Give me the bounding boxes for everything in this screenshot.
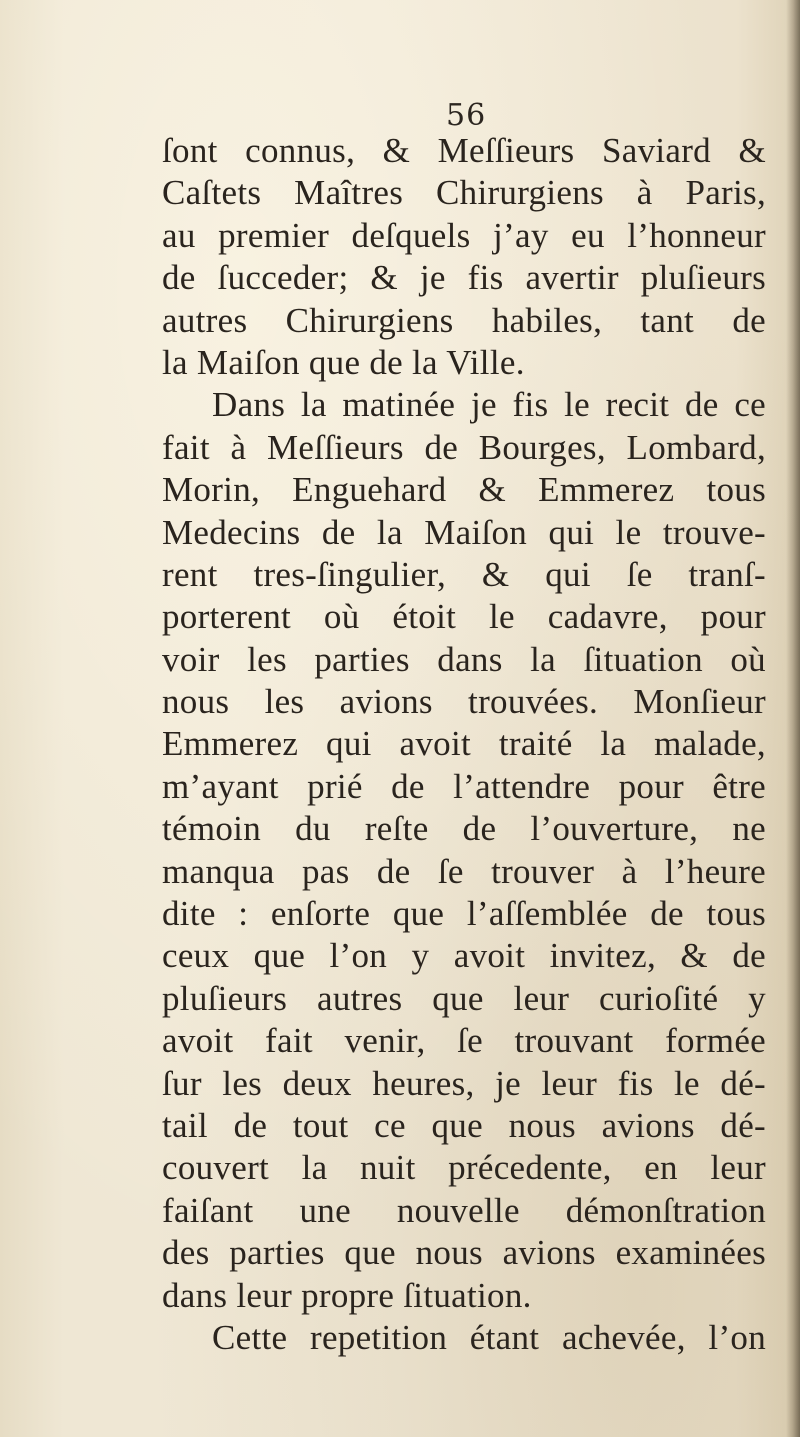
text-line: au premier deſquels j’ay eu l’honneur bbox=[162, 215, 766, 255]
text-line: Caſtets Maîtres Chirurgiens à Paris, bbox=[162, 173, 766, 213]
text-line: rent tres-ſingulier, & qui ſe tranſ- bbox=[162, 554, 766, 594]
text-line: autres Chirurgiens habiles, tant de bbox=[162, 300, 766, 340]
text-line: m’ayant prié de l’attendre pour être bbox=[162, 766, 766, 806]
body-text bbox=[162, 130, 766, 1359]
text-line: faiſant une nouvelle démonſtration bbox=[162, 1190, 766, 1230]
text-line: Medecins de la Maiſon qui le trouve- bbox=[162, 512, 766, 552]
text-line: Cette repetition étant achevée, l’on bbox=[212, 1317, 766, 1357]
text-line: manqua pas de ſe trouver à l’heure bbox=[162, 851, 766, 891]
text-line: témoin du reſte de l’ouverture, ne bbox=[162, 809, 766, 849]
text-line: Dans la matinée je fis le recit de ce bbox=[212, 385, 766, 425]
text-line: des parties que nous avions examinées bbox=[162, 1233, 766, 1273]
text-line: ſur les deux heures, je leur fis le dé- bbox=[162, 1063, 766, 1103]
text-line: avoit fait venir, ſe trouvant formée bbox=[162, 1021, 766, 1061]
text-line: fait à Meſſieurs de Bourges, Lombard, bbox=[162, 427, 766, 467]
text-line: dite : enſorte que l’aſſemblée de tous bbox=[162, 894, 766, 934]
text-line: tail de tout ce que nous avions dé- bbox=[162, 1105, 766, 1145]
text-line: dans leur propre ſituation. bbox=[162, 1275, 532, 1315]
text-line: nous les avions trouvées. Monſieur bbox=[162, 682, 766, 722]
page-number: 56 bbox=[446, 98, 487, 133]
page-edge-shadow bbox=[786, 0, 800, 1437]
text-line: porterent où étoit le cadavre, pour bbox=[162, 597, 766, 637]
text-line: ſont connus, & Meſſieurs Saviard & bbox=[162, 131, 766, 170]
text-line: couvert la nuit précedente, en leur bbox=[162, 1148, 766, 1188]
text-line: voir les parties dans la ſituation où bbox=[162, 639, 766, 679]
text-line: pluſieurs autres que leur curioſité y bbox=[162, 978, 766, 1018]
text-line: ceux que l’on y avoit invitez, & de bbox=[162, 936, 766, 976]
text-line: Emmerez qui avoit traité la malade, bbox=[162, 724, 766, 764]
text-line: de ſucceder; & je fis avertir pluſieurs bbox=[162, 258, 766, 298]
text-line: la Maiſon que de la Ville. bbox=[162, 342, 525, 382]
text-line: Morin, Enguehard & Emmerez tous bbox=[162, 470, 766, 510]
